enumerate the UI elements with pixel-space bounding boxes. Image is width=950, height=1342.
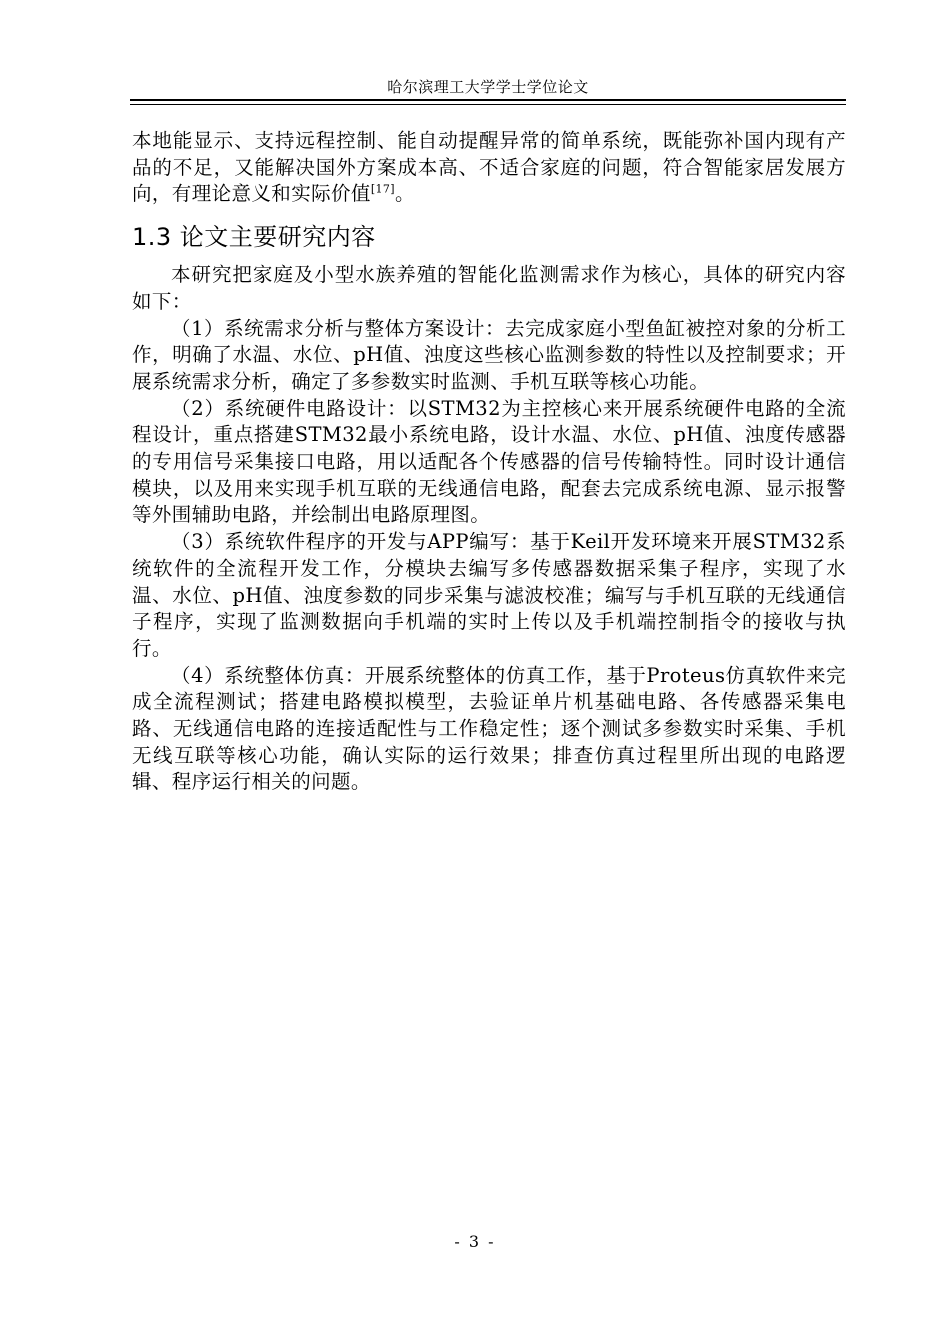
research-item-1: （1）系统需求分析与整体方案设计：去完成家庭小型鱼缸被控对象的分析工作，明确了水温、水位、pH值、浊度这些核心监测参数的特性以及控制要求；开展系统需求分析，确定了多参数实时监测、手机互联等核心功能。 (132, 316, 846, 393)
intro-paragraph-text: 本地能显示、支持远程控制、能自动提醒异常的简单系统，既能弥补国内现有产品的不足，又能解决国外方案成本高、不适合家庭的问题，符合智能家居发展方向，有理论意义和实际价值 (132, 129, 846, 206)
header-rule-thick (130, 99, 846, 101)
section-intro-paragraph: 本研究把家庭及小型水族养殖的智能化监测需求作为核心，具体的研究内容如下： (132, 263, 846, 313)
running-header: 哈尔滨理工大学学士学位论文 (387, 78, 589, 96)
intro-paragraph-end: 。 (395, 182, 415, 206)
research-item-4: （4）系统整体仿真：开展系统整体的仿真工作，基于Proteus仿真软件来完成全流程测试；搭建电路模拟模型，去验证单片机基础电路、各传感器采集电路、无线通信电路的连接适配性与工作稳定性；逐个测试多参数实时采集、手机无线互联等核心功能，确认实际的运行效果；排查仿真过程里所出现的电路逻辑、程序运行相关的问题。 (132, 663, 846, 794)
research-item-3: （3）系统软件程序的开发与APP编写：基于Keil开发环境来开展STM32系统软件的全流程开发工作，分模块去编写多传感器数据采集子程序，实现了水温、水位、pH值、浊度参数的同步采集与滤波校准；编写与手机互联的无线通信子程序，实现了监测数据向手机端的实时上传以及手机端控制指令的接收与执行。 (132, 530, 846, 660)
section-heading: 1.3 论文主要研究内容 (132, 223, 376, 252)
citation-superscript: [17] (370, 182, 395, 196)
header-rule-thin (130, 104, 846, 105)
intro-paragraph (132, 128, 846, 208)
research-item-2: （2）系统硬件电路设计：以STM32为主控核心来开展系统硬件电路的全流程设计，重点搭建STM32最小系统电路，设计水温、水位、pH值、浊度传感器的专用信号采集接口电路，用以适配各个传感器的信号传输特性。同时设计通信模块，以及用来实现手机互联的无线通信电路，配套去完成系统电源、显示报警等外围辅助电路，并绘制出电路原理图。 (132, 396, 846, 527)
page-number: - 3 - (454, 1232, 496, 1251)
page-body (132, 128, 846, 796)
